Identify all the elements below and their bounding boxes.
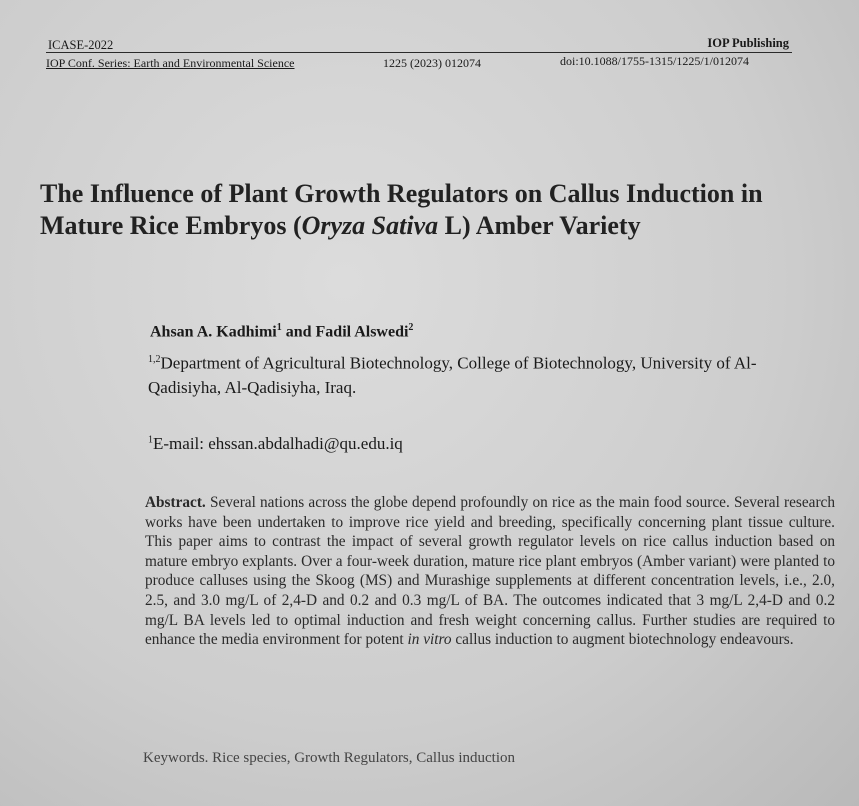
author-sup-second: 2: [408, 322, 414, 333]
abstract-italic: in vitro: [407, 631, 452, 649]
abstract-text: Several nations across the globe depend profoundly on rice as the main food source. Several research works have been undertaken to improve rice yield and breeding, specifically concerning plant tissue culture. This paper aims to contrast the impact of several growth regulator levels on rice callus induction based on mature embryo explants. Over a four-week duration, mature rice plant embryos (Amber variant) were planted to produce calluses using the Skoog (MS) and Murashige supplements at different concentration levels, i.e., 2.0, 2.5, and 3.0 mg/L of 2,4-D and 0.2 and 0.3 mg/L of BA. The outcomes indicated that 3 mg/L 2,4-D and 0.2 mg/L BA levels led to optimal induction and fresh weight concerning callus. Further studies are required to enhance the media environment for potent: [145, 494, 835, 649]
journal-series: IOP Conf. Series: Earth and Environmental Science: [46, 56, 295, 70]
volume-info: 1225 (2023) 012074: [383, 56, 481, 70]
author-name-second: and Fadil Alswedi: [281, 323, 409, 341]
author-list: [150, 322, 413, 341]
email-line: [148, 434, 403, 454]
publisher-name: IOP Publishing: [707, 36, 789, 50]
title-text: The Influence of Plant Growth Regulators on Callus Induction in Mature Rice Embryos (: [40, 179, 763, 240]
affiliation-text: Department of Agricultural Biotechnology, College of Biotechnology, University of Al-Qadisiyha, Al-Qadisiyha, Iraq.: [148, 353, 757, 397]
title-text-end: L) Amber Variety: [438, 211, 641, 240]
affiliation-sup: 1,2: [148, 354, 161, 365]
affiliation: [148, 348, 828, 400]
conference-name: ICASE-2022: [48, 38, 114, 52]
email-text: E-mail: ehssan.abdalhadi@qu.edu.iq: [153, 434, 403, 453]
title-species: Oryza Sativa: [301, 211, 439, 240]
abstract-label: Abstract.: [145, 494, 206, 511]
doi-text: doi:10.1088/1755-1315/1225/1/012074: [560, 54, 749, 68]
header-rule: [46, 52, 792, 53]
abstract-text-end: callus induction to augment biotechnology endeavours.: [451, 631, 794, 649]
author-name: Ahsan A. Kadhimi: [150, 323, 277, 341]
abstract: [145, 493, 835, 650]
author-sup: 1: [276, 322, 282, 333]
keywords: Keywords. Rice species, Growth Regulators, Callus induction: [143, 750, 516, 766]
email-sup: 1: [148, 434, 153, 446]
paper-title: [40, 178, 800, 242]
